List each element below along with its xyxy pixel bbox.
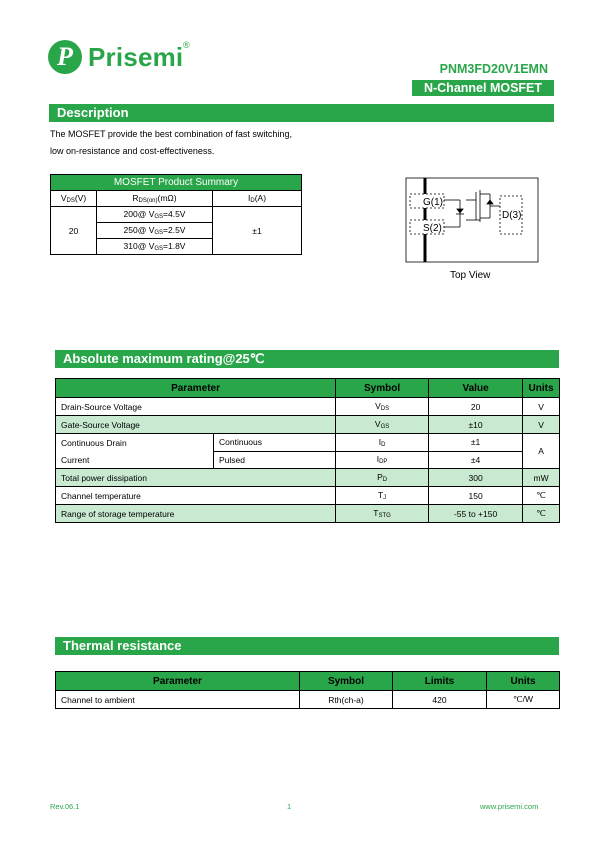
summary-id-value: ±1 — [213, 207, 302, 255]
product-summary-table — [50, 174, 302, 255]
thermal-unit: ℃/W — [487, 691, 560, 709]
brand-name: Prisemi — [88, 42, 184, 72]
drain-pin-label: D(3) — [502, 210, 522, 221]
abs-col-parameter: Parameter — [56, 379, 336, 398]
tstg-symbol: $T_{STG}$ — [336, 505, 429, 523]
description-heading: Description — [49, 104, 554, 122]
pd-param: Total power dissipation — [56, 469, 336, 487]
idp-condition: Pulsed — [214, 451, 336, 469]
description-line-1: The MOSFET provide the best combination of fast switching, — [50, 129, 292, 139]
summary-rds-row: 200@ $V_{GS}=4.5V$ — [97, 207, 213, 223]
abs-max-table — [55, 378, 560, 523]
pd-symbol: $P_D$ — [336, 469, 429, 487]
summary-rds-row: 310@ $V_{GS}=1.8V$ — [97, 239, 213, 255]
tj-value: 150 — [429, 487, 523, 505]
abs-max-heading: Absolute maximum rating@25℃ — [55, 350, 559, 368]
source-pin-label: S(2) — [423, 223, 442, 234]
summary-col-vds: $V_{DS}(V)$ — [51, 191, 97, 207]
vds-value: 20 — [429, 398, 523, 416]
thermal-heading: Thermal resistance — [55, 637, 559, 655]
thermal-value: 420 — [393, 691, 487, 709]
tj-param: Channel temperature — [56, 487, 336, 505]
gate-pin-label: G(1) — [423, 197, 443, 208]
abs-col-units: Units — [523, 379, 560, 398]
vgs-symbol: $V_{GS}$ — [336, 416, 429, 434]
thermal-col-parameter: Parameter — [56, 672, 300, 691]
summary-rds-row: 250@ $V_{GS}=2.5V$ — [97, 223, 213, 239]
device-type-banner: N-Channel MOSFET — [412, 80, 554, 96]
abs-col-value: Value — [429, 379, 523, 398]
registered-mark: ® — [183, 40, 190, 50]
thermal-col-limits: Limits — [393, 672, 487, 691]
id-value: ±1 — [429, 434, 523, 452]
idp-value: ±4 — [429, 451, 523, 469]
logo-letter: P — [57, 42, 73, 71]
abs-col-symbol: Symbol — [336, 379, 429, 398]
thermal-col-symbol: Symbol — [300, 672, 393, 691]
vgs-param: Gate-Source Voltage — [56, 416, 336, 434]
thermal-symbol: Rth(ch-a) — [300, 691, 393, 709]
idp-symbol: $I_{DP}$ — [336, 451, 429, 469]
tstg-value: -55 to +150 — [429, 505, 523, 523]
id-param-line-2: Current — [56, 451, 214, 469]
part-number: PNM3FD20V1EMN — [439, 62, 548, 76]
tstg-unit: ℃ — [523, 505, 560, 523]
id-param-line-1: Continuous Drain — [56, 434, 214, 452]
tj-symbol: $T_J$ — [336, 487, 429, 505]
summary-title: MOSFET Product Summary — [51, 175, 302, 191]
summary-col-id: $I_D(A)$ — [213, 191, 302, 207]
footer-revision: Rev.06.1 — [50, 802, 80, 811]
pd-unit: mW — [523, 469, 560, 487]
summary-vds-value: 20 — [51, 207, 97, 255]
package-pinout-diagram — [400, 172, 550, 272]
vds-unit: V — [523, 398, 560, 416]
vds-symbol: $V_{DS}$ — [336, 398, 429, 416]
id-unit: A — [523, 434, 560, 469]
mosfet-symbol-icon — [444, 190, 500, 227]
vgs-value: ±10 — [429, 416, 523, 434]
vgs-unit: V — [523, 416, 560, 434]
description-line-2: low on-resistance and cost-effectiveness. — [50, 146, 215, 156]
footer-page-number: 1 — [287, 802, 292, 811]
thermal-table — [55, 671, 560, 709]
vds-param: Drain-Source Voltage — [56, 398, 336, 416]
thermal-col-units: Units — [487, 672, 560, 691]
thermal-param: Channel to ambient — [56, 691, 300, 709]
id-condition: Continuous — [214, 434, 336, 452]
tj-unit: ℃ — [523, 487, 560, 505]
id-symbol: $I_D$ — [336, 434, 429, 452]
brand-logo-icon — [48, 40, 82, 74]
diagram-caption: Top View — [450, 270, 491, 281]
footer-website-link[interactable]: www.prisemi.com — [480, 802, 539, 811]
pd-value: 300 — [429, 469, 523, 487]
summary-col-rds: $R_{DS(on)}(m\Omega)$ — [97, 191, 213, 207]
tstg-param: Range of storage temperature — [56, 505, 336, 523]
